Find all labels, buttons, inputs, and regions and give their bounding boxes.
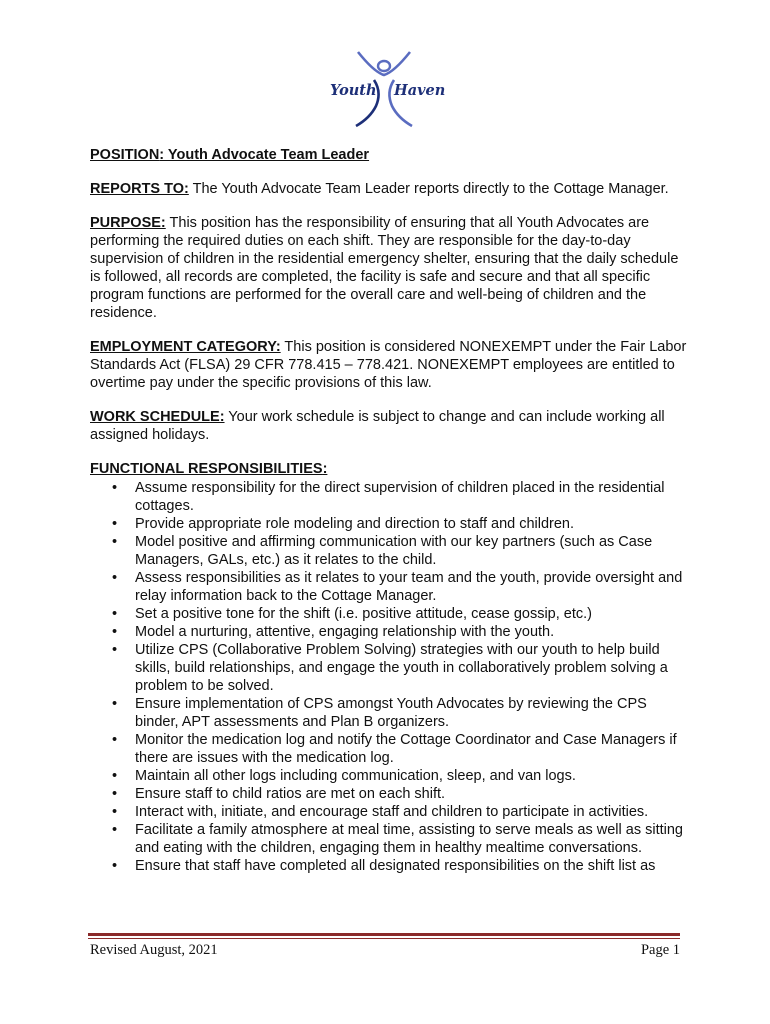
list-item	[90, 533, 690, 569]
list-item-text: Maintain all other logs including communication, sleep, and van logs.	[135, 768, 576, 784]
work-schedule-text: Your work schedule is subject to change and can include working all assigned holidays.	[90, 409, 665, 443]
list-item	[90, 641, 690, 695]
bullet-icon: •	[112, 516, 118, 532]
list-item	[90, 569, 690, 605]
footer-divider-thin	[88, 938, 680, 939]
bullet-icon: •	[112, 696, 118, 712]
functional-responsibilities-colon: :	[322, 461, 328, 477]
bullet-icon: •	[112, 768, 118, 784]
list-item-text: Interact with, initiate, and encourage staff and children to participate in activities.	[135, 804, 649, 820]
list-item-text: Provide appropriate role modeling and direction to staff and children.	[135, 516, 575, 532]
list-item-text: Facilitate a family atmosphere at meal time, assisting to serve meals as well as sitting and eating with the children, engaging them in healthy mealtime conversations.	[135, 822, 683, 856]
functional-responsibilities-heading	[90, 460, 690, 478]
bullet-icon: •	[112, 732, 118, 748]
reports-to-section	[90, 180, 690, 198]
list-item	[90, 695, 690, 731]
list-item	[90, 731, 690, 767]
logo-word-haven: Haven	[394, 82, 446, 99]
list-item	[90, 515, 690, 533]
footer-revised-date: Revised August, 2021	[90, 942, 218, 958]
list-item-text: Monitor the medication log and notify the Cottage Coordinator and Case Managers if there are issues with the medication log.	[135, 732, 677, 766]
work-schedule-label: WORK SCHEDULE:	[90, 409, 225, 425]
footer-divider-thick	[88, 933, 680, 936]
list-item	[90, 479, 690, 515]
list-item	[90, 821, 690, 857]
employment-category-text: This position is considered NONEXEMPT under the Fair Labor Standards Act (FLSA) 29 CFR 778.415 – 778.421. NONEXEMPT employees are entitled to overtime pay under the specific provisions of this law.	[90, 339, 687, 391]
list-item	[90, 623, 690, 641]
document-body	[90, 146, 690, 875]
bullet-icon: •	[112, 786, 118, 802]
employment-category-label: EMPLOYMENT CATEGORY:	[90, 339, 281, 355]
list-item-text: Assess responsibilities as it relates to your team and the youth, provide oversight and relay information back to the Cottage Manager.	[135, 570, 683, 604]
functional-responsibilities-section	[90, 460, 690, 875]
responsibilities-list	[90, 479, 690, 875]
position-section	[90, 146, 690, 164]
list-item	[90, 803, 690, 821]
list-item-text: Ensure implementation of CPS amongst Youth Advocates by reviewing the CPS binder, APT assessments and Plan B organizers.	[135, 696, 647, 730]
list-item-text: Set a positive tone for the shift (i.e. positive attitude, cease gossip, etc.)	[135, 606, 592, 622]
list-item	[90, 605, 690, 623]
bullet-icon: •	[112, 606, 118, 622]
list-item-text: Ensure staff to child ratios are met on each shift.	[135, 786, 446, 802]
bullet-icon: •	[112, 642, 118, 658]
purpose-section	[90, 214, 690, 322]
reports-to-text: The Youth Advocate Team Leader reports directly to the Cottage Manager.	[188, 181, 669, 197]
youth-haven-logo	[322, 44, 446, 132]
bullet-icon: •	[112, 822, 118, 838]
bullet-icon: •	[112, 624, 118, 640]
bullet-icon: •	[112, 480, 118, 496]
footer-page-number: Page 1	[640, 942, 680, 958]
list-item-text: Model positive and affirming communication with our key partners (such as Case Managers, GALs, etc.) as it relates to the child.	[135, 534, 653, 568]
functional-responsibilities-label: FUNCTIONAL RESPONSIBILITIES	[90, 461, 323, 477]
list-item-text: Ensure that staff have completed all designated responsibilities on the shift list as	[135, 858, 656, 874]
list-item	[90, 785, 690, 803]
list-item	[90, 767, 690, 785]
logo-word-youth: Youth	[330, 82, 377, 99]
work-schedule-section	[90, 408, 690, 444]
list-item-text: Model a nurturing, attentive, engaging relationship with the youth.	[135, 624, 555, 640]
list-item-text: Utilize CPS (Collaborative Problem Solving) strategies with our youth to help build skills, build relationships, and engage the youth in collaboratively problem solving a problem to be solved.	[135, 642, 668, 694]
bullet-icon: •	[112, 570, 118, 586]
employment-category-section	[90, 338, 690, 392]
list-item	[90, 857, 690, 875]
purpose-text: This position has the responsibility of ensuring that all Youth Advocates are performing the required duties on each shift. They are responsible for the day-to-day supervision of children in the residential emergency shelter, ensuring that the daily schedule is followed, all records are completed, the facility is safe and secure and that all specific program functions are performed for the overall care and well-being of children and the residence.	[90, 215, 679, 321]
position-value: : Youth Advocate Team Leader	[159, 147, 370, 163]
reports-to-label: REPORTS TO:	[90, 181, 189, 197]
bullet-icon: •	[112, 804, 118, 820]
list-item-text: Assume responsibility for the direct supervision of children placed in the residential cottages.	[135, 480, 665, 514]
bullet-icon: •	[112, 534, 118, 550]
position-label: POSITION	[90, 147, 160, 163]
purpose-label: PURPOSE:	[90, 215, 166, 231]
bullet-icon: •	[112, 858, 118, 874]
